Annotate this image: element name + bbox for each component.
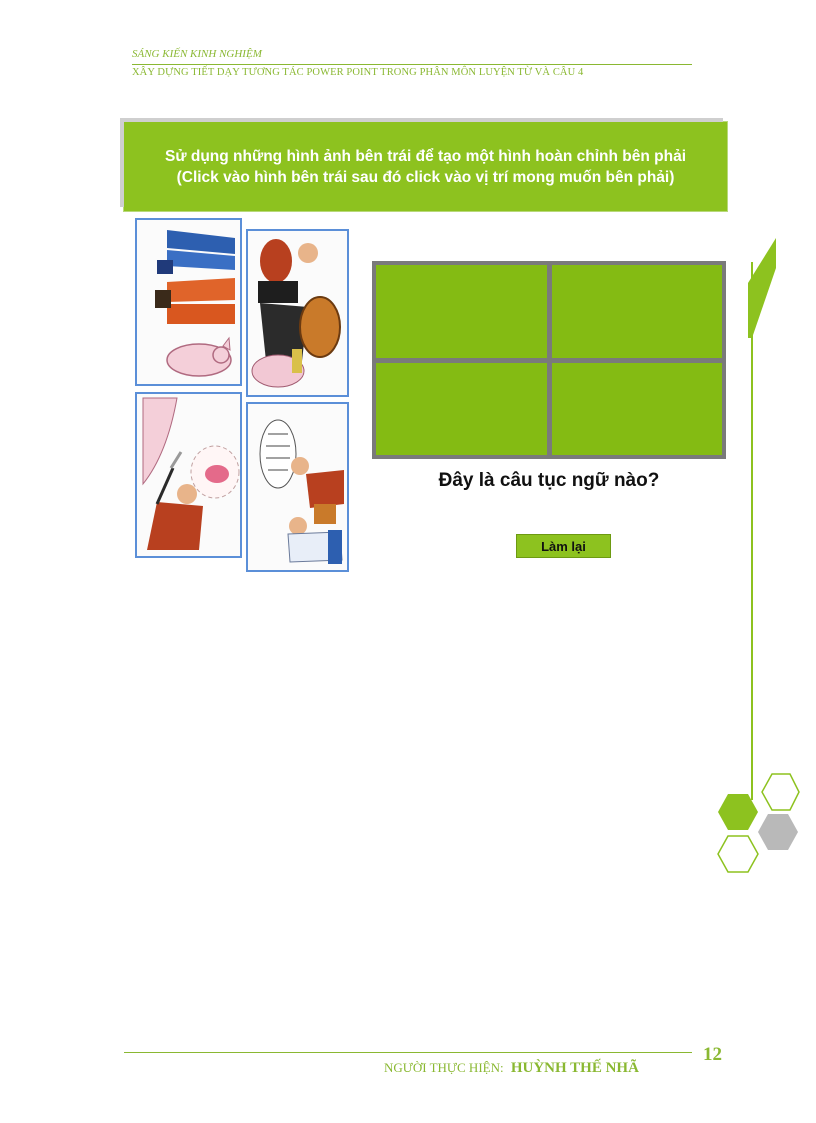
- two-men-talking-illustration: [248, 404, 347, 570]
- reset-button[interactable]: Làm lại: [516, 534, 611, 558]
- puzzle-piece-2[interactable]: [246, 229, 349, 397]
- puzzle-piece-1[interactable]: [135, 218, 242, 386]
- footer-rule: [124, 1052, 692, 1053]
- puzzle-piece-4[interactable]: [246, 402, 349, 572]
- instruction-banner: [124, 122, 727, 211]
- footer-author: [384, 1060, 639, 1077]
- instruction-line-1: Sử dụng những hình ảnh bên trái để tạo một hình hoàn chỉnh bên phải: [165, 147, 686, 165]
- hexagon-gray: [758, 814, 798, 850]
- puzzle-board: [372, 261, 726, 459]
- board-slot-2[interactable]: [552, 265, 723, 358]
- legs-and-pig-illustration: [137, 220, 240, 384]
- hexagon-green: [718, 794, 758, 830]
- puzzle-question: Đây là câu tục ngữ nào?: [438, 470, 660, 491]
- hexagon-decoration: [712, 770, 804, 880]
- hexagon-outline-top: [762, 774, 799, 810]
- puzzle-piece-3[interactable]: [135, 392, 242, 558]
- board-slot-4[interactable]: [552, 363, 723, 456]
- butcher-thinking-illustration: [137, 394, 240, 556]
- page-number: 12: [703, 1044, 722, 1065]
- footer-author-label: NGƯỜI THỰC HIỆN:: [384, 1060, 504, 1075]
- header-title: XÂY DỰNG TIẾT DẠY TƯƠNG TÁC POWER POINT TRONG PHÂN MÔN LUYỆN TỪ VÀ CÂU 4: [132, 64, 692, 78]
- instruction-line-2: (Click vào hình bên trái sau đó click vào vị trí mong muốn bên phải): [176, 168, 675, 186]
- side-accent-line: [751, 262, 753, 800]
- header-top-label: SÁNG KIẾN KINH NGHIỆM: [132, 48, 262, 60]
- footer-author-name: HUỲNH THẾ NHÃ: [510, 1060, 639, 1076]
- board-slot-3[interactable]: [376, 363, 547, 456]
- board-slot-1[interactable]: [376, 265, 547, 358]
- hexagon-outline-bottom: [718, 836, 758, 872]
- man-with-basket-illustration: [248, 231, 347, 395]
